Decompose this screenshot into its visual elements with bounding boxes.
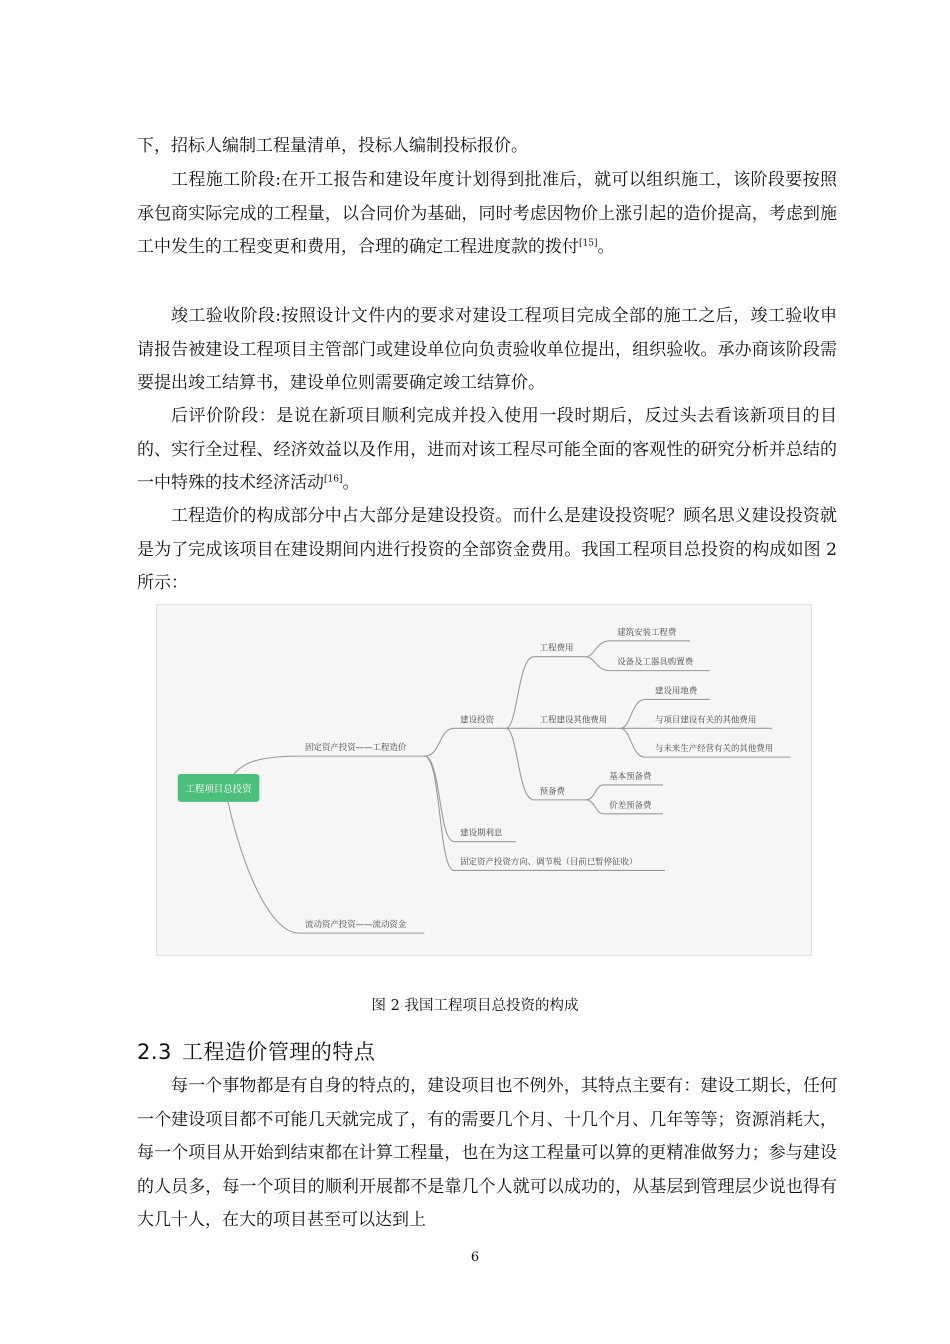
citation: [16] — [324, 474, 343, 485]
connector — [424, 756, 454, 870]
node-future-fee: 与未来生产经营有关的其他费用 — [655, 743, 774, 754]
node-reserve-fee: 预备费 — [539, 785, 565, 796]
node-adjustment-tax: 固定资产投资方向、调节税（目前已暂停征收） — [460, 856, 638, 867]
paragraph-construction-stage — [137, 164, 837, 265]
mindmap-svg — [157, 605, 811, 955]
paragraph-text: 每一个事物都是有自身的特点的，建设项目也不例外，其特点主要有：建设工期长，任何一个建设项目都不可能几天就完成了，有的需要几个月、十几个月、几年等等；资源消耗大，每一个项目从开始到结束都在计算工程量，也在为这工程量可以算的更精准做努力；参与建设的人员多，每一个项目的顺利开展都不是靠几个人就可以成功的，从基层到管理层少说也得有大几十人，在大的项目甚至可以达到上 — [137, 1076, 837, 1230]
mindmap-connectors — [225, 641, 790, 933]
figure-caption: 图 2 我国工程项目总投资的构成 — [371, 998, 579, 1014]
paragraph-end: 。 — [597, 237, 615, 257]
paragraph-bidding — [137, 130, 837, 164]
paragraph-investment — [137, 500, 837, 601]
paragraph-text: 工程施工阶段:在开工报告和建设年度计划得到批准后，就可以组织施工，该阶段要按照承包商实际完成的工程量，以合同价为基础，同时考虑因物价上涨引起的造价提高，考虑到施工中发生的工程变更和费用，合理的确定工程进度款的拨付 — [137, 170, 837, 257]
mindmap-root — [178, 774, 260, 802]
node-basic-reserve: 基本预备费 — [609, 771, 652, 782]
connector — [620, 699, 645, 728]
connector — [225, 789, 299, 933]
paragraph-post-evaluation — [137, 400, 837, 501]
paragraph-text: 后评价阶段：是说在新项目顺利完成并投入使用一段时期后，反过头去看该新项目的目的、实行全过程、经济效益以及作用，进而对该工程尽可能全面的客观性的研究分析并总结的一中特殊的技术经济活动 — [137, 406, 837, 493]
connector — [585, 641, 610, 657]
connector — [506, 657, 534, 729]
paragraph-end: 。 — [342, 473, 360, 493]
connector — [585, 657, 610, 671]
root-node-label: 工程项目总投资 — [185, 783, 252, 795]
section-title: 工程造价管理的特点 — [181, 1040, 376, 1064]
paragraph-characteristics — [137, 1070, 837, 1238]
node-price-reserve: 价差预备费 — [609, 799, 652, 810]
section-number: 2.3 — [137, 1040, 172, 1064]
node-construction-interest: 建设期利息 — [460, 827, 503, 838]
paragraph-acceptance-stage — [137, 300, 837, 401]
mindmap-figure — [156, 604, 812, 956]
connector — [424, 728, 454, 756]
node-land-fee: 建设用地费 — [655, 685, 698, 696]
paragraph-text: 工程造价的构成部分中占大部分是建设投资。而什么是建设投资呢？顾名思义建设投资就是为了完成该项目在建设期间内进行投资的全部资金费用。我国工程项目总投资的构成如图 2 所示： — [137, 506, 837, 593]
node-engineering-fee: 工程费用 — [539, 642, 574, 653]
node-current-assets: 流动资产投资——流动资金 — [305, 919, 407, 930]
connector — [506, 728, 534, 800]
node-fixed-assets: 固定资产投资——工程造价 — [305, 742, 407, 753]
connector — [585, 785, 603, 800]
node-construction-investment: 建设投资 — [460, 714, 494, 725]
connector — [585, 800, 603, 814]
section-heading — [137, 1036, 375, 1066]
node-building-install: 建筑安装工程费 — [617, 626, 677, 637]
node-related-fee: 与项目建设有关的其他费用 — [655, 714, 757, 725]
connector — [424, 756, 454, 842]
paragraph-text: 下，招标人编制工程量清单，投标人编制投标报价。 — [137, 136, 528, 156]
node-equipment: 设备及工器具购置费 — [617, 656, 694, 667]
paragraph-text: 竣工验收阶段:按照设计文件内的要求对建设工程项目完成全部的施工之后，竣工验收申请报告被建设工程项目主管部门或建设单位向负责验收单位提出，组织验收。承办商该阶段需要提出竣工结算书，建设单位则需要确定竣工结算价。 — [137, 306, 837, 393]
node-other-fee: 工程建设其他费用 — [539, 714, 608, 725]
citation: [15] — [579, 238, 598, 249]
connector — [620, 728, 645, 757]
page-number: 6 — [470, 1250, 480, 1265]
